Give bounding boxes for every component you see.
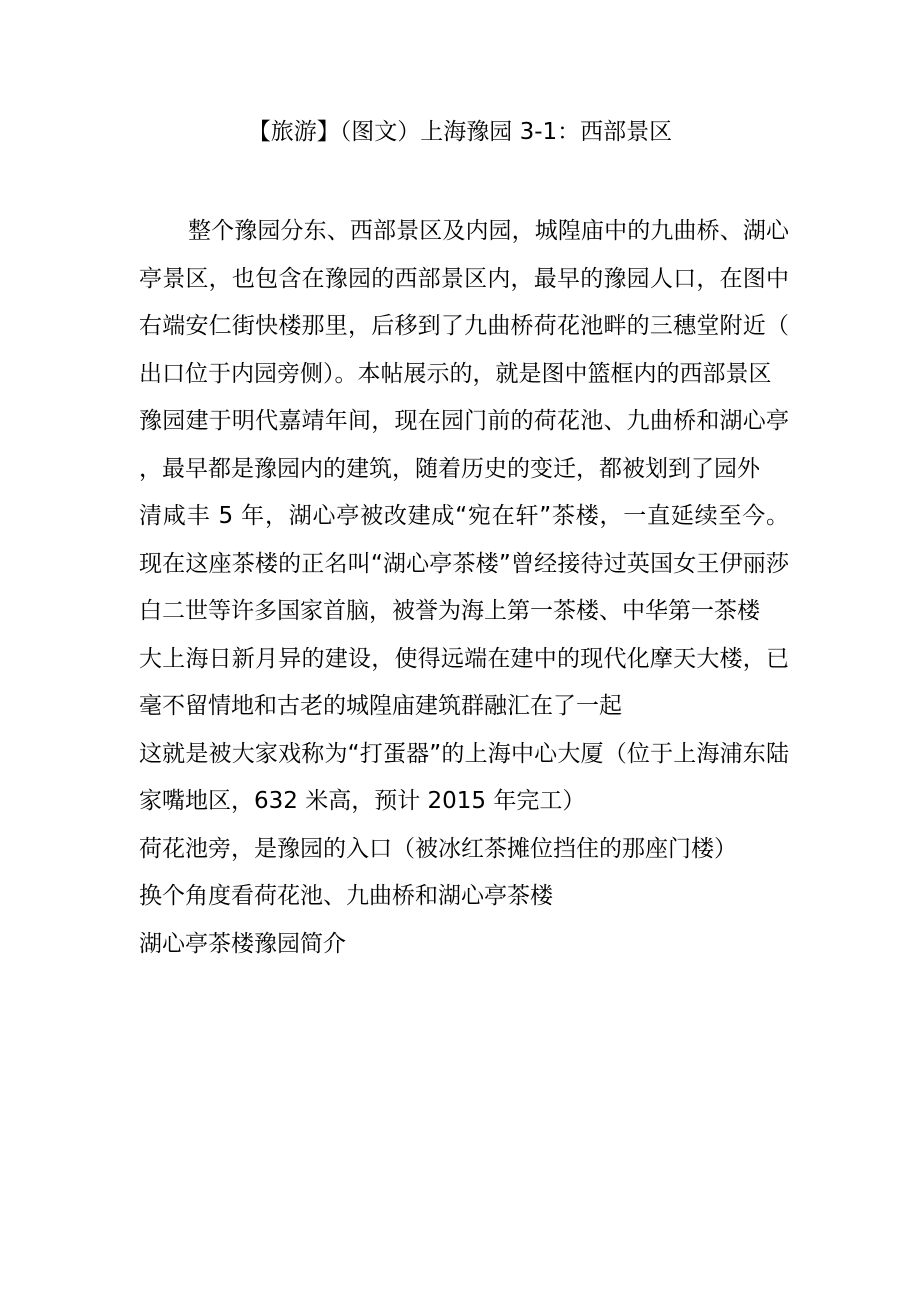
paragraph-skyscraper: 大上海日新月异的建设，使得远端在建中的现代化摩天大楼，已毫不留情地和古老的城隍庙建筑群融汇在了一起 <box>139 645 789 719</box>
paragraph-intro-caption: 湖心亭茶楼豫园简介 <box>139 930 346 957</box>
document-body <box>139 208 789 968</box>
paragraph-teahouse: 清咸丰 5 年，湖心亭被改建成“宛在轩”茶楼，一直延续至今。现在这座茶楼的正名叫“湖心亭茶楼”曾经接待过英国女王伊丽莎白二世等许多国家首脑，被誉为海上第一茶楼、中华第一茶楼 <box>139 503 789 624</box>
paragraph-history: 豫园建于明代嘉靖年间，现在园门前的荷花池、九曲桥和湖心亭，最早都是豫园内的建筑，随着历史的变迁，都被划到了园外 <box>139 408 789 482</box>
paragraph-intro: 整个豫园分东、西部景区及内园，城隍庙中的九曲桥、湖心亭景区，也包含在豫园的西部景区内，最早的豫园人口，在图中右端安仁街快楼那里，后移到了九曲桥荷花池畔的三穗堂附近（出口位于内园旁侧）。本帖展示的，就是图中篮框内的西部景区 <box>139 218 789 387</box>
document-title: 【旅游】（图文）上海豫园 3-1：西部景区 <box>247 119 673 145</box>
paragraph-shanghai-tower: 这就是被大家戏称为“打蛋器”的上海中心大厦（位于上海浦东陆家嘴地区，632 米高，预计 2015 年完工） <box>139 740 789 814</box>
paragraph-another-angle: 换个角度看荷花池、九曲桥和湖心亭茶楼 <box>139 883 553 909</box>
paragraph-entrance: 荷花池旁，是豫园的入口（被冰红茶摊位挡住的那座门楼） <box>139 835 737 862</box>
